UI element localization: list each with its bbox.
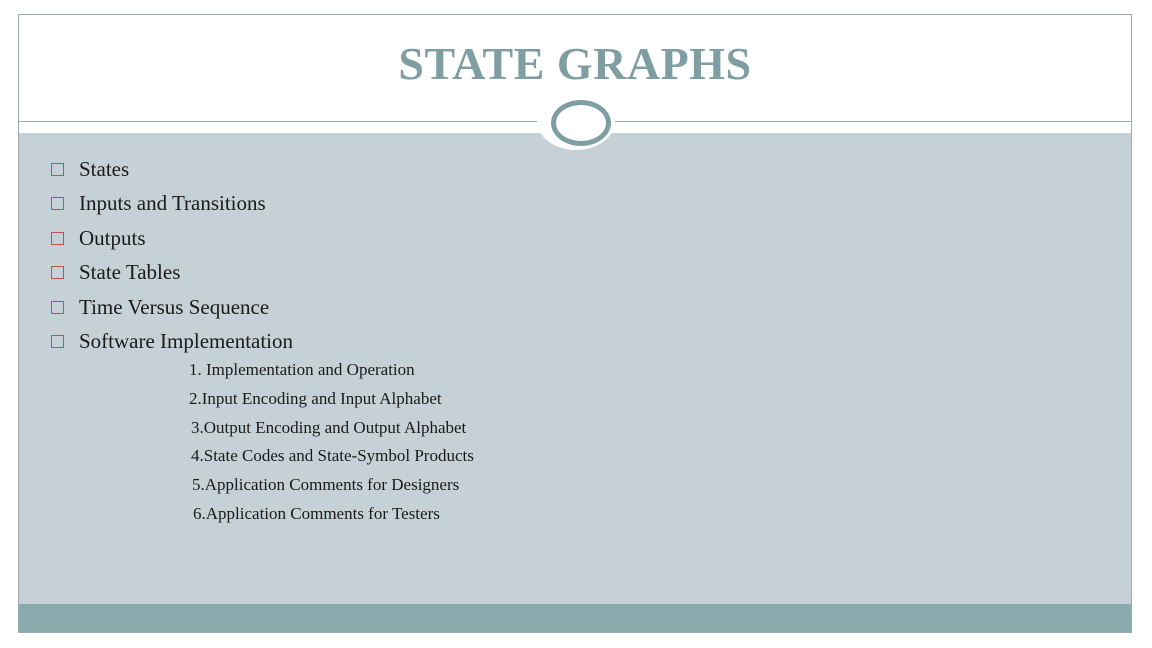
square-bullet-icon [51,301,64,314]
bullet-item [51,152,293,187]
slide-title: STATE GRAPHS [398,38,752,89]
bullet-item [51,187,293,222]
bullet-item [51,256,293,291]
bullet-item [51,325,293,360]
square-bullet-icon [51,335,64,348]
bullet-text: Software Implementation [79,329,294,354]
subitem: 1. Implementation and Operation [189,360,415,379]
bullet-text: State Tables [79,260,181,285]
bullet-text: Time Versus Sequence [79,294,270,319]
bullet-text: Outputs [79,225,146,250]
square-bullet-icon [51,232,64,245]
bullet-list [51,152,293,359]
slide [18,14,1132,633]
subitem: 5.Application Comments for Designers [192,475,460,495]
footer-bar [19,604,1131,633]
square-bullet-icon [51,197,64,210]
bullet-text: States [79,156,130,181]
subitem: 4.State Codes and State-Symbol Products [191,446,474,466]
subitem: 2.Input Encoding and Input Alphabet [189,388,442,408]
subitem: 6.Application Comments for Testers [193,503,440,523]
bullet-item [51,290,293,325]
subitem-list [189,356,474,529]
bullet-text: Inputs and Transitions [79,191,266,216]
square-bullet-icon [51,266,64,279]
square-bullet-icon [51,163,64,176]
subitem: 3.Output Encoding and Output Alphabet [191,417,467,437]
bullet-item [51,221,293,256]
ring-emblem-icon [551,100,611,146]
